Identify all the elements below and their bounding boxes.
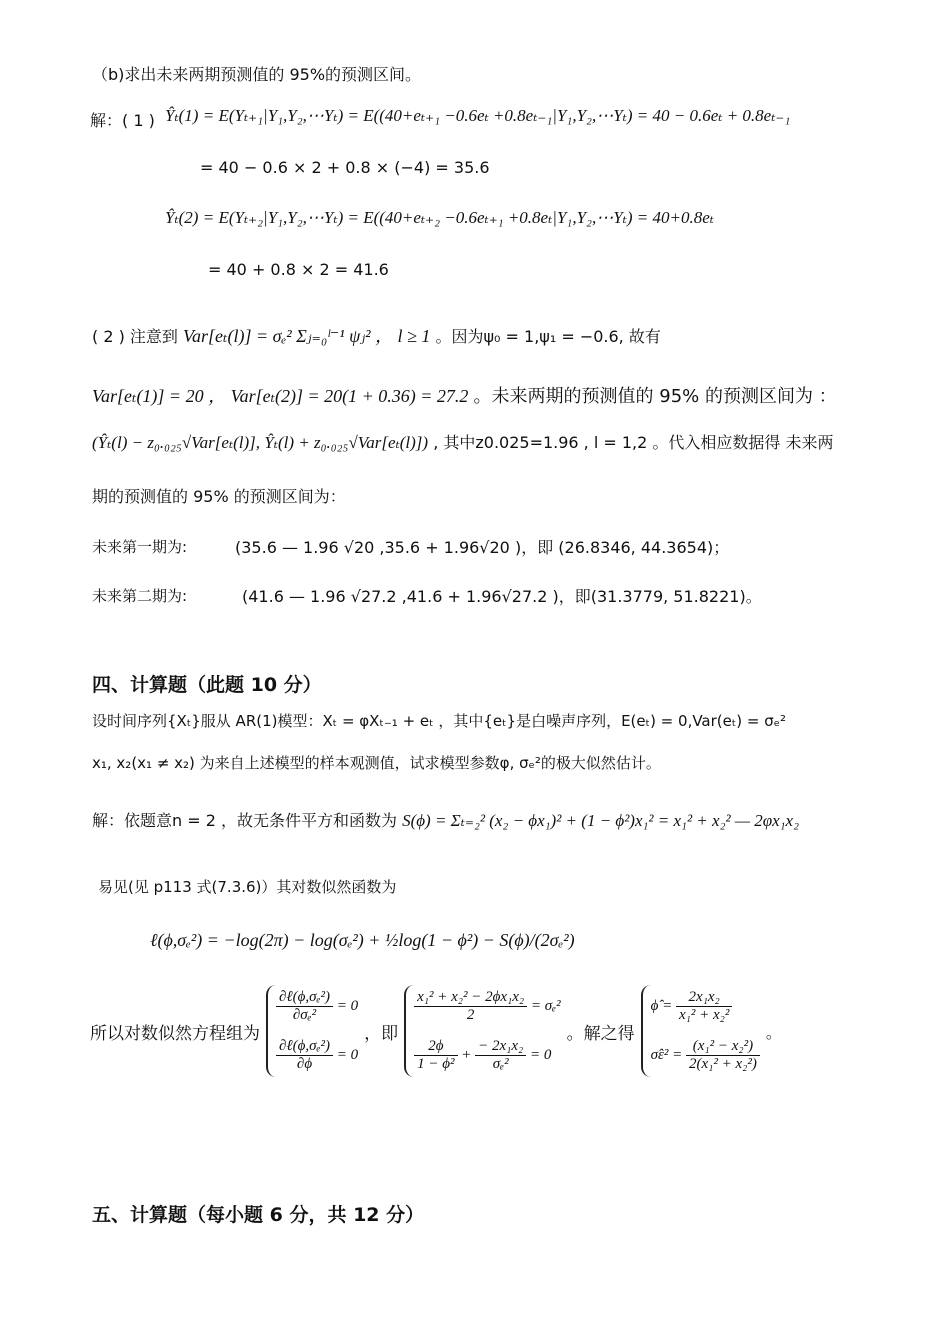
eq-2: $\frac{\text{∂ℓ(ϕ,σₑ²)}}{\partial\phi}$ = 0 xyxy=(276,1038,358,1073)
variance-values: Var[eₜ(1)] = 20 ， Var[eₜ(2)] = 20(1 + 0.36) = 27.2 xyxy=(92,386,469,406)
sigma-estimate: σ̂ε² = $\frac{\text{(x₁² − x₂²)}}{\text{2(x₁² + x₂²)}}$ xyxy=(651,1038,760,1073)
question-b: （b)求出未来两期预测值的 95%的预测区间。 xyxy=(92,65,422,84)
estimate-system xyxy=(641,985,760,1077)
solution-2-label: ( 2 ) 注意到 xyxy=(92,327,178,346)
first-period-interval: (35.6 — 1.96 √20 ,35.6 + 1.96√20 )，即 (26.8346, 44.3654)； xyxy=(235,538,730,557)
interval-intro-2: 期的预测值的 95% 的预测区间为： xyxy=(92,487,346,506)
forecast-1-formula: Ŷₜ(1) = E(Yₜ₊₁|Y₁,Y₂,⋯Yₜ) = E((40+eₜ₊₁ −0.6eₜ +0.8eₜ₋₁|Y₁,Y₂,⋯Yₜ) = 40 − 0.6eₜ + 0.8eₜ₋₁ xyxy=(165,106,791,125)
phi-estimate: ϕ̂ = $\frac{\text{2x₁x₂}}{\text{x₁² + x₂²}}$ xyxy=(651,989,760,1024)
solution-1-label: 解：( 1 ) xyxy=(90,111,155,130)
likelihood-equations-row xyxy=(90,985,782,1077)
forecast-1-result: = 40 − 0.6 × 2 + 0.8 × (−4) = 35.6 xyxy=(200,158,490,177)
sum-of-squares-formula: S(ϕ) = Σₜ₌₂² (x₂ − ϕx₁)² + (1 − ϕ²)x₁² = x₁² + x₂² — 2φx₁x₂ xyxy=(402,811,800,830)
loglik-formula: ℓ(ϕ,σₑ²) = −log(2π) − log(σₑ²) + ½log(1 − ϕ²) − S(ϕ)/(2σₑ²) xyxy=(150,930,575,950)
system-eq-1: $\frac{\text{x₁² + x₂² − 2ϕx₁x₂}}{2}$ = σₑ² xyxy=(414,989,560,1024)
first-period-label: 未来第一期为: xyxy=(92,538,188,556)
eq-1: $\frac{\text{∂ℓ(ϕ,σₑ²)}}{\text{∂σₑ²}}$ = 0 xyxy=(276,989,358,1024)
solve-text: 。解之得 xyxy=(566,1023,635,1044)
system-eq-2: $\frac{2\phi}{\text{1 − ϕ²}}$ + $\frac{\text{− 2x₁x₂}}{\text{σₑ²}}$ = 0 xyxy=(414,1038,560,1073)
interval-formula: (Ŷₜ(l) − z₀.₀₂₅√Var[eₜ(l)], Ŷₜ(l) + z₀.₀₂₅√Var[eₜ(l)]) xyxy=(92,433,429,452)
end-mark: 。 xyxy=(765,1022,782,1042)
equations-label: 所以对数似然方程组为 xyxy=(90,1023,260,1044)
interval-note: , 其中z0.025=1.96 , l = 1,2 。代入相应数据得 未来两 xyxy=(433,433,834,452)
section-4-title: 四、计算题（此题 10 分） xyxy=(92,674,322,696)
likelihood-equation-system xyxy=(266,985,358,1077)
second-period-interval: (41.6 — 1.96 √27.2 ,41.6 + 1.96√27.2 )，即(31.3779, 51.8221)。 xyxy=(242,587,762,606)
question-4-line-1: 设时间序列{Xₜ}服从 AR(1)模型：Xₜ = φXₜ₋₁ + eₜ ，其中{eₜ}是白噪声序列，E(eₜ) = 0,Var(eₜ) = σₑ² xyxy=(92,712,787,730)
question-4-line-2: x₁, x₂(x₁ ≠ x₂) 为来自上述模型的样本观测值，试求模型参数φ, σₑ²的极大似然估计。 xyxy=(92,754,661,772)
ji-text: ，即 xyxy=(364,1023,399,1044)
explicit-equation-system xyxy=(404,985,560,1077)
solution-4-intro: 解：依题意n = 2 ，故无条件平方和函数为 xyxy=(92,811,397,830)
section-5-title: 五、计算题（每小题 6 分，共 12 分） xyxy=(92,1204,425,1226)
psi-values: 。因为ψ₀ = 1,ψ₁ = −0.6, 故有 xyxy=(435,327,661,346)
variance-formula: Var[eₜ(l)] = σₑ² Σⱼ₌₀ˡ⁻¹ ψⱼ² ， l ≥ 1 xyxy=(183,326,431,346)
forecast-2-result: = 40 + 0.8 × 2 = 41.6 xyxy=(208,260,389,279)
loglik-intro: 易见(见 p113 式(7.3.6)）其对数似然函数为 xyxy=(98,878,397,896)
second-period-label: 未来第二期为: xyxy=(92,587,188,605)
interval-intro: 。未来两期的预测值的 95% 的预测区间为 ： xyxy=(473,386,837,407)
forecast-2-formula: Ŷₜ(2) = E(Yₜ₊₂|Y₁,Y₂,⋯Yₜ) = E((40+eₜ₊₂ −0.6eₜ₊₁ +0.8eₜ|Y₁,Y₂,⋯Yₜ) = 40+0.8eₜ xyxy=(165,208,714,227)
